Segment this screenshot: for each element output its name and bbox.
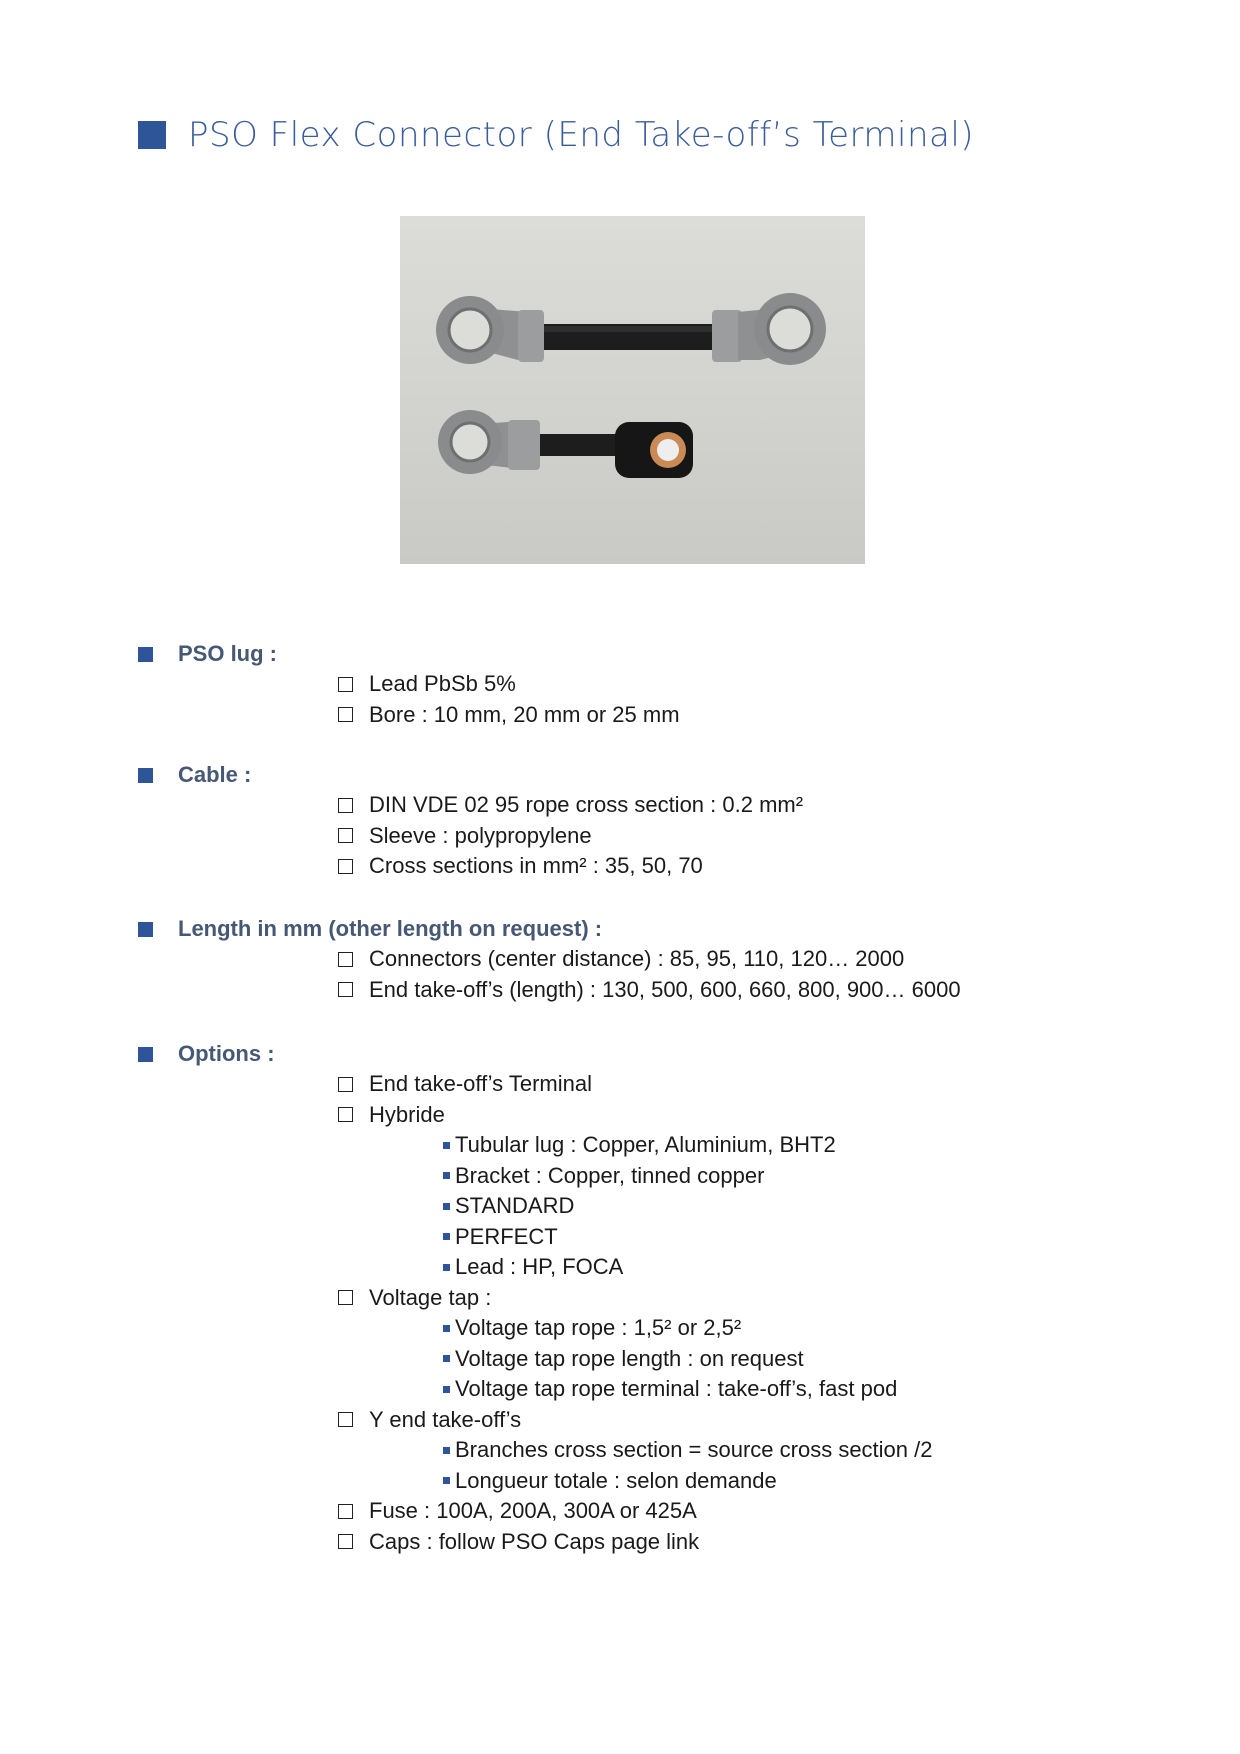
page-title-row <box>138 115 975 155</box>
bullet-icon <box>443 1264 450 1271</box>
section-heading <box>138 1039 933 1069</box>
section-heading <box>138 760 803 790</box>
list-item <box>338 1069 933 1100</box>
sub-list-item-text: Voltage tap rope length : on request <box>455 1345 804 1371</box>
list-item-text: Lead PbSb 5% <box>369 671 516 697</box>
sub-list-item <box>443 1222 933 1253</box>
list-item-text: Voltage tap : <box>369 1284 492 1310</box>
sub-list-item-text: Voltage tap rope : 1,5² or 2,5² <box>455 1315 742 1341</box>
list-item-text: Connectors (center distance) : 85, 95, 110, 120… 2000 <box>369 946 905 972</box>
checkbox-icon <box>338 982 353 997</box>
section-label: Length in mm (other length on request) : <box>178 916 603 941</box>
sub-list-item <box>443 1344 933 1375</box>
section-square-icon <box>138 1047 153 1062</box>
list-item <box>338 790 803 821</box>
checkbox-icon <box>338 677 353 692</box>
list-item <box>338 1405 933 1436</box>
list-item-text: Cross sections in mm² : 35, 50, 70 <box>369 853 703 879</box>
checkbox-icon <box>338 828 353 843</box>
sub-list-item-text: PERFECT <box>455 1223 558 1249</box>
section-label: PSO lug : <box>178 641 277 666</box>
list-item-text: End take-off’s (length) : 130, 500, 600, 660, 800, 900… 6000 <box>369 976 961 1002</box>
section-cable <box>138 760 803 882</box>
checkbox-icon <box>338 707 353 722</box>
list-item <box>338 669 680 700</box>
sub-list-item <box>443 1191 933 1222</box>
sub-list-item <box>443 1161 933 1192</box>
checkbox-icon <box>338 1504 353 1519</box>
bullet-icon <box>443 1233 450 1240</box>
list-item <box>338 1496 933 1527</box>
section-square-icon <box>138 768 153 783</box>
section-square-icon <box>138 922 153 937</box>
sub-list-item-text: STANDARD <box>455 1193 575 1219</box>
list-item-text: Fuse : 100A, 200A, 300A or 425A <box>369 1498 697 1524</box>
list-item <box>338 1100 933 1131</box>
sub-list-item <box>443 1130 933 1161</box>
section-length <box>138 914 961 1005</box>
list-item <box>338 944 961 975</box>
section-options <box>138 1039 933 1557</box>
section-square-icon <box>138 647 153 662</box>
sub-list-item <box>443 1374 933 1405</box>
bullet-icon <box>443 1477 450 1484</box>
section-label: Options : <box>178 1041 275 1066</box>
bullet-icon <box>443 1386 450 1393</box>
section-heading <box>138 639 680 669</box>
bullet-icon <box>443 1142 450 1149</box>
sub-list-item <box>443 1435 933 1466</box>
list-item <box>338 700 680 731</box>
list-item <box>338 821 803 852</box>
product-photo <box>400 216 865 564</box>
list-item <box>338 1527 933 1558</box>
list-item <box>338 975 961 1006</box>
list-item-text: DIN VDE 02 95 rope cross section : 0.2 mm² <box>369 792 804 818</box>
bullet-icon <box>443 1355 450 1362</box>
section-heading <box>138 914 961 944</box>
sub-list-item <box>443 1313 933 1344</box>
checkbox-icon <box>338 859 353 874</box>
list-item <box>338 851 803 882</box>
sub-list-item <box>443 1252 933 1283</box>
list-item <box>338 1283 933 1314</box>
list-item-text: End take-off’s Terminal <box>369 1071 592 1097</box>
list-item-text: Sleeve : polypropylene <box>369 822 592 848</box>
section-label: Cable : <box>178 762 252 787</box>
checkbox-icon <box>338 952 353 967</box>
list-item-text: Hybride <box>369 1101 445 1127</box>
bullet-icon <box>443 1172 450 1179</box>
sub-list-item-text: Bracket : Copper, tinned copper <box>455 1162 765 1188</box>
checkbox-icon <box>338 1534 353 1549</box>
sub-list-item-text: Tubular lug : Copper, Aluminium, BHT2 <box>455 1132 836 1158</box>
checkbox-icon <box>338 798 353 813</box>
bullet-icon <box>443 1325 450 1332</box>
page-title: PSO Flex Connector (End Take-off’s Terminal) <box>188 115 975 155</box>
sub-list-item-text: Branches cross section = source cross section /2 <box>455 1437 933 1463</box>
checkbox-icon <box>338 1107 353 1122</box>
list-item-text: Y end take-off’s <box>369 1406 522 1432</box>
bullet-icon <box>443 1203 450 1210</box>
sub-list-item <box>443 1466 933 1497</box>
list-item-text: Caps : follow PSO Caps page link <box>369 1528 700 1554</box>
sub-list-item-text: Longueur totale : selon demande <box>455 1467 777 1493</box>
sub-list-item-text: Lead : HP, FOCA <box>455 1254 624 1280</box>
list-item-text: Bore : 10 mm, 20 mm or 25 mm <box>369 701 680 727</box>
checkbox-icon <box>338 1077 353 1092</box>
title-square-icon <box>138 121 166 149</box>
section-pso-lug <box>138 639 680 730</box>
checkbox-icon <box>338 1290 353 1305</box>
bullet-icon <box>443 1447 450 1454</box>
flex-connector-photo-illustration <box>400 216 865 564</box>
sub-list-item-text: Voltage tap rope terminal : take-off’s, fast pod <box>455 1376 898 1402</box>
checkbox-icon <box>338 1412 353 1427</box>
